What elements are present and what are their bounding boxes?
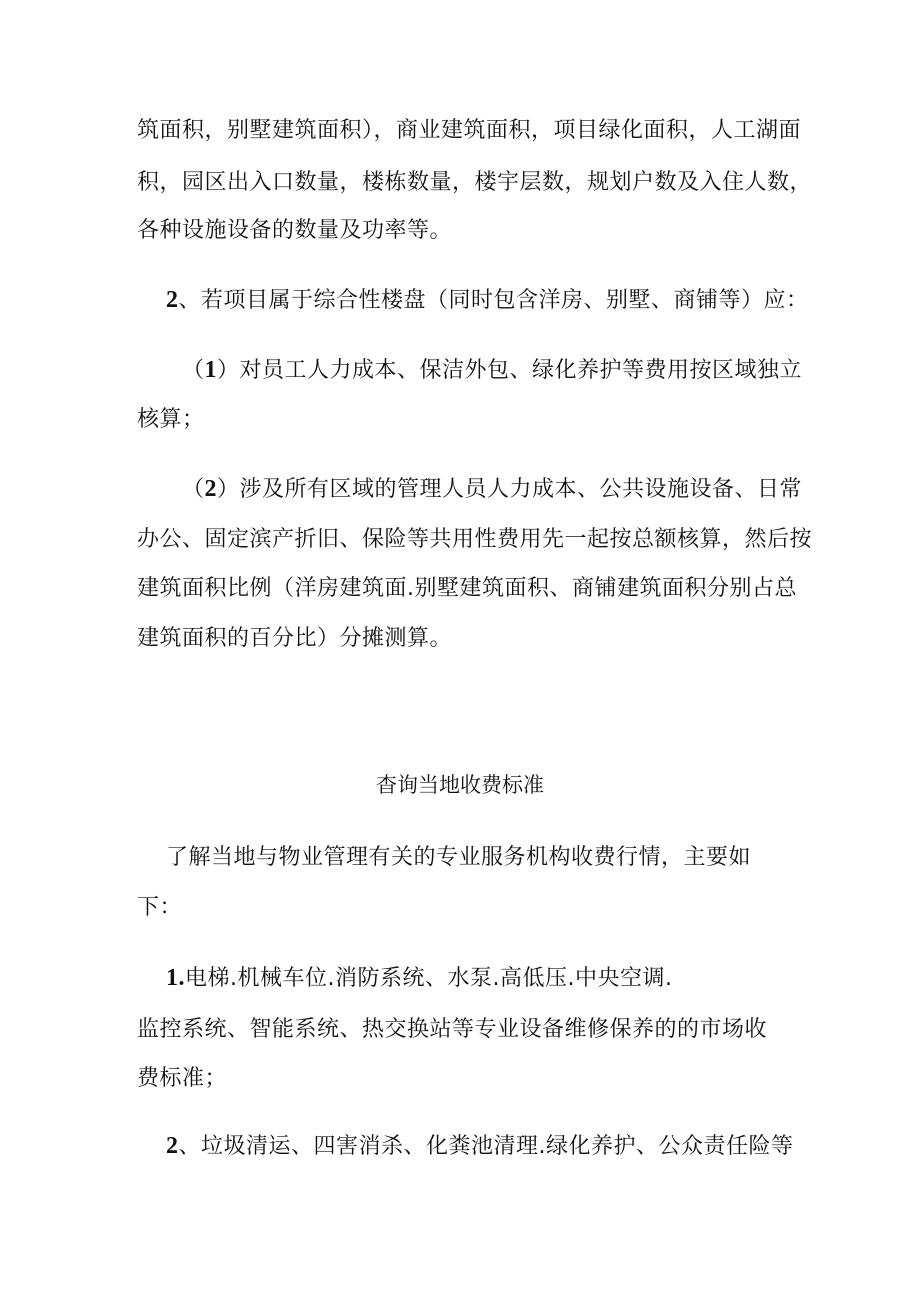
item-text: ）对员工人力成本、保洁外包、绿化养护等费用按区域独立 [217,358,803,383]
item-number: 1 [204,357,218,383]
numbered-item-2 [166,285,809,316]
paragraph-line: 积，园区出入口数量，楼栋数量，楼宇层数，规划户数及入住人数， [137,170,813,195]
paragraph-line: 了解当地与物业管理有关的专业服务机构收费行情，主要如 [166,845,752,870]
numbered-item-2 [166,1131,794,1162]
sub-item-2 [182,474,802,505]
open-paren: （ [182,358,205,383]
paragraph-line: 筑面积，别墅建筑面积），商业建筑面积，项目绿化面积，人工湖面 [137,118,802,143]
numbered-item-1 [166,963,672,994]
paragraph-line: 核算； [137,407,205,432]
item-number: 2 [166,1133,179,1159]
paragraph-line: 监控系统、智能系统、热交换站等专业设备维修保养的的市场收 [137,1017,768,1042]
paragraph-line: 建筑面积比例（洋房建筑面.别墅建筑面积、商铺建筑面积分别占总 [137,576,797,601]
item-text: 、垃圾清运、四害消杀、化粪池清理.绿化养护、公众责任险等 [178,1134,794,1159]
paragraph-line: 办公、固定滨产折旧、保险等共用性费用先一起按总额核算，然后按 [137,527,813,552]
paragraph-line: 建筑面积的百分比）分摊测算。 [137,626,453,651]
item-number: 2 [166,287,179,313]
paragraph-line: 费标准； [137,1066,228,1091]
paragraph-line: 各种设施设备的数量及功率等。 [137,218,453,243]
item-text: ）涉及所有区域的管理人员人力成本、公共设施设备、日常 [217,477,803,502]
sub-item-1 [182,355,802,386]
section-heading: 杳询当地收费标准 [376,773,544,797]
item-number: 1. [166,965,185,991]
item-text: 电梯.机械车位.消防系统、水泵.高低压.中央空调. [185,966,673,991]
item-text: 、若项目属于综合性楼盘（同时包含洋房、别墅、商铺等）应： [178,288,809,313]
open-paren: （ [182,477,205,502]
paragraph-line: 下： [137,895,183,920]
item-number: 2 [204,476,218,502]
